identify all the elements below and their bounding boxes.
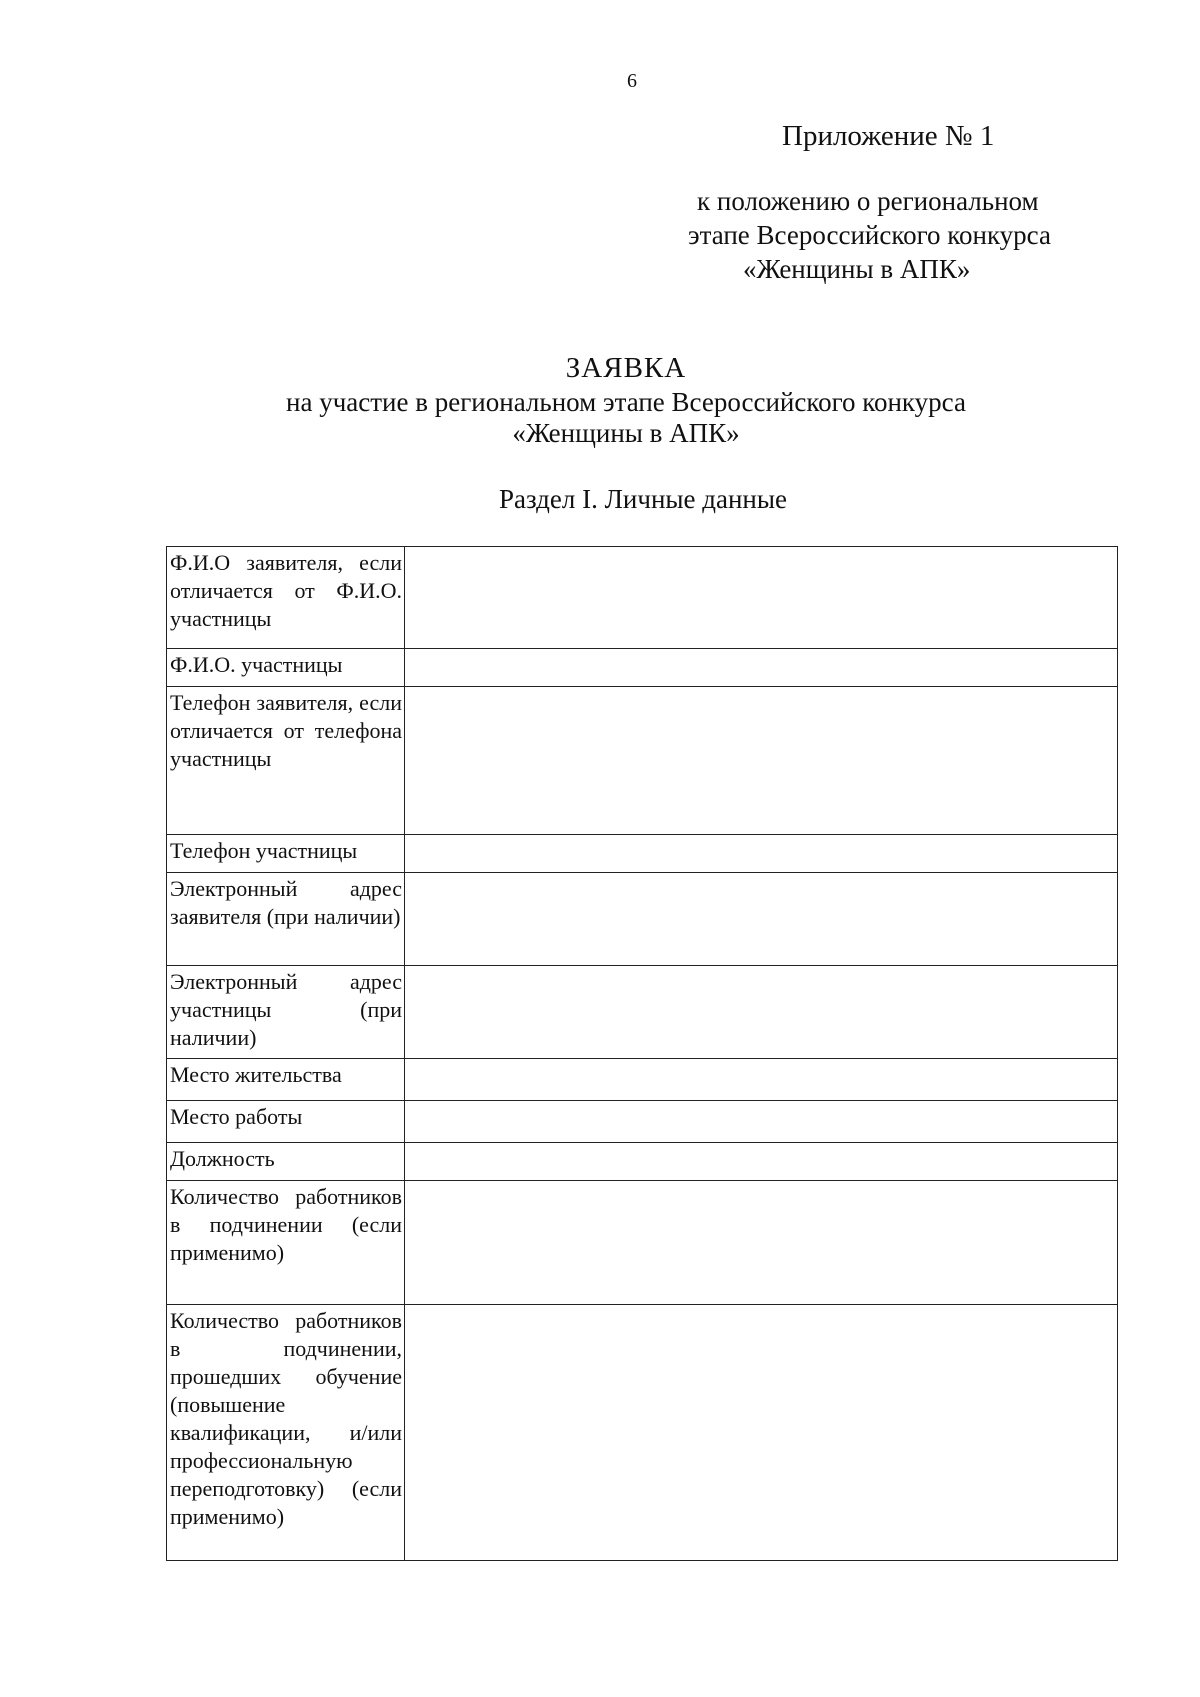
- workplace-field[interactable]: [405, 1101, 1118, 1143]
- table-row: [167, 1101, 1118, 1143]
- table-row: [167, 966, 1118, 1059]
- participant-phone-field[interactable]: [405, 835, 1118, 873]
- table-row: [167, 1305, 1118, 1561]
- table-row: [167, 649, 1118, 687]
- appendix-line-2: этапе Всероссийского конкурса: [688, 220, 1051, 250]
- form-title: ЗАЯВКА: [565, 352, 687, 384]
- row-label-text: Телефон участницы: [170, 838, 358, 863]
- row-label-text: Электронный адрес участницы (при наличии): [170, 969, 402, 1050]
- table-row: [167, 1181, 1118, 1305]
- participant-name-field[interactable]: [405, 649, 1118, 687]
- row-label-text: Ф.И.О заявителя, если отличается от Ф.И.О. участницы: [170, 550, 402, 631]
- row-label-text: Количество работников в подчинении (если применимо): [170, 1184, 402, 1265]
- personal-data-table: [166, 546, 1118, 1561]
- table-row: [167, 1143, 1118, 1181]
- table-row: [167, 873, 1118, 966]
- row-label-text: Телефон заявителя, если отличается от телефона участницы: [170, 690, 402, 771]
- appendix-title: Приложение № 1: [782, 120, 995, 152]
- row-label-text: Электронный адрес заявителя (при наличии): [170, 876, 402, 929]
- form-subtitle-line-2: «Женщины в АПК»: [512, 418, 740, 448]
- form-subtitle-line-1: на участие в региональном этапе Всероссийского конкурса: [286, 387, 966, 417]
- residence-field[interactable]: [405, 1059, 1118, 1101]
- participant-email-field[interactable]: [405, 966, 1118, 1059]
- applicant-phone-field[interactable]: [405, 687, 1118, 835]
- table-row: [167, 547, 1118, 649]
- row-label: [167, 1059, 405, 1101]
- row-label: [167, 966, 405, 1059]
- trained-subordinates-field[interactable]: [405, 1305, 1118, 1561]
- position-field[interactable]: [405, 1143, 1118, 1181]
- row-label-text: Место жительства: [170, 1062, 342, 1087]
- subordinates-count-field[interactable]: [405, 1181, 1118, 1305]
- row-label: [167, 835, 405, 873]
- row-label: [167, 1143, 405, 1181]
- section-title: Раздел I. Личные данные: [498, 484, 788, 514]
- table-row: [167, 687, 1118, 835]
- table-row: [167, 1059, 1118, 1101]
- applicant-name-field[interactable]: [405, 547, 1118, 649]
- applicant-email-field[interactable]: [405, 873, 1118, 966]
- row-label: [167, 649, 405, 687]
- appendix-line-3: «Женщины в АПК»: [743, 254, 971, 284]
- row-label: [167, 1305, 405, 1561]
- row-label: [167, 547, 405, 649]
- row-label-text: Место работы: [170, 1104, 303, 1129]
- page-number: 6: [627, 70, 637, 92]
- row-label-text: Количество работников в подчинении, прошедших обучение (повышение квалификации, и/или профессиональную переподготовку) (если применимо): [170, 1308, 402, 1529]
- row-label: [167, 1181, 405, 1305]
- row-label: [167, 687, 405, 835]
- row-label: [167, 1101, 405, 1143]
- row-label-text: Ф.И.О. участницы: [170, 652, 343, 677]
- row-label-text: Должность: [170, 1146, 275, 1171]
- row-label: [167, 873, 405, 966]
- appendix-line-1: к положению о региональном: [697, 186, 1039, 216]
- table-row: [167, 835, 1118, 873]
